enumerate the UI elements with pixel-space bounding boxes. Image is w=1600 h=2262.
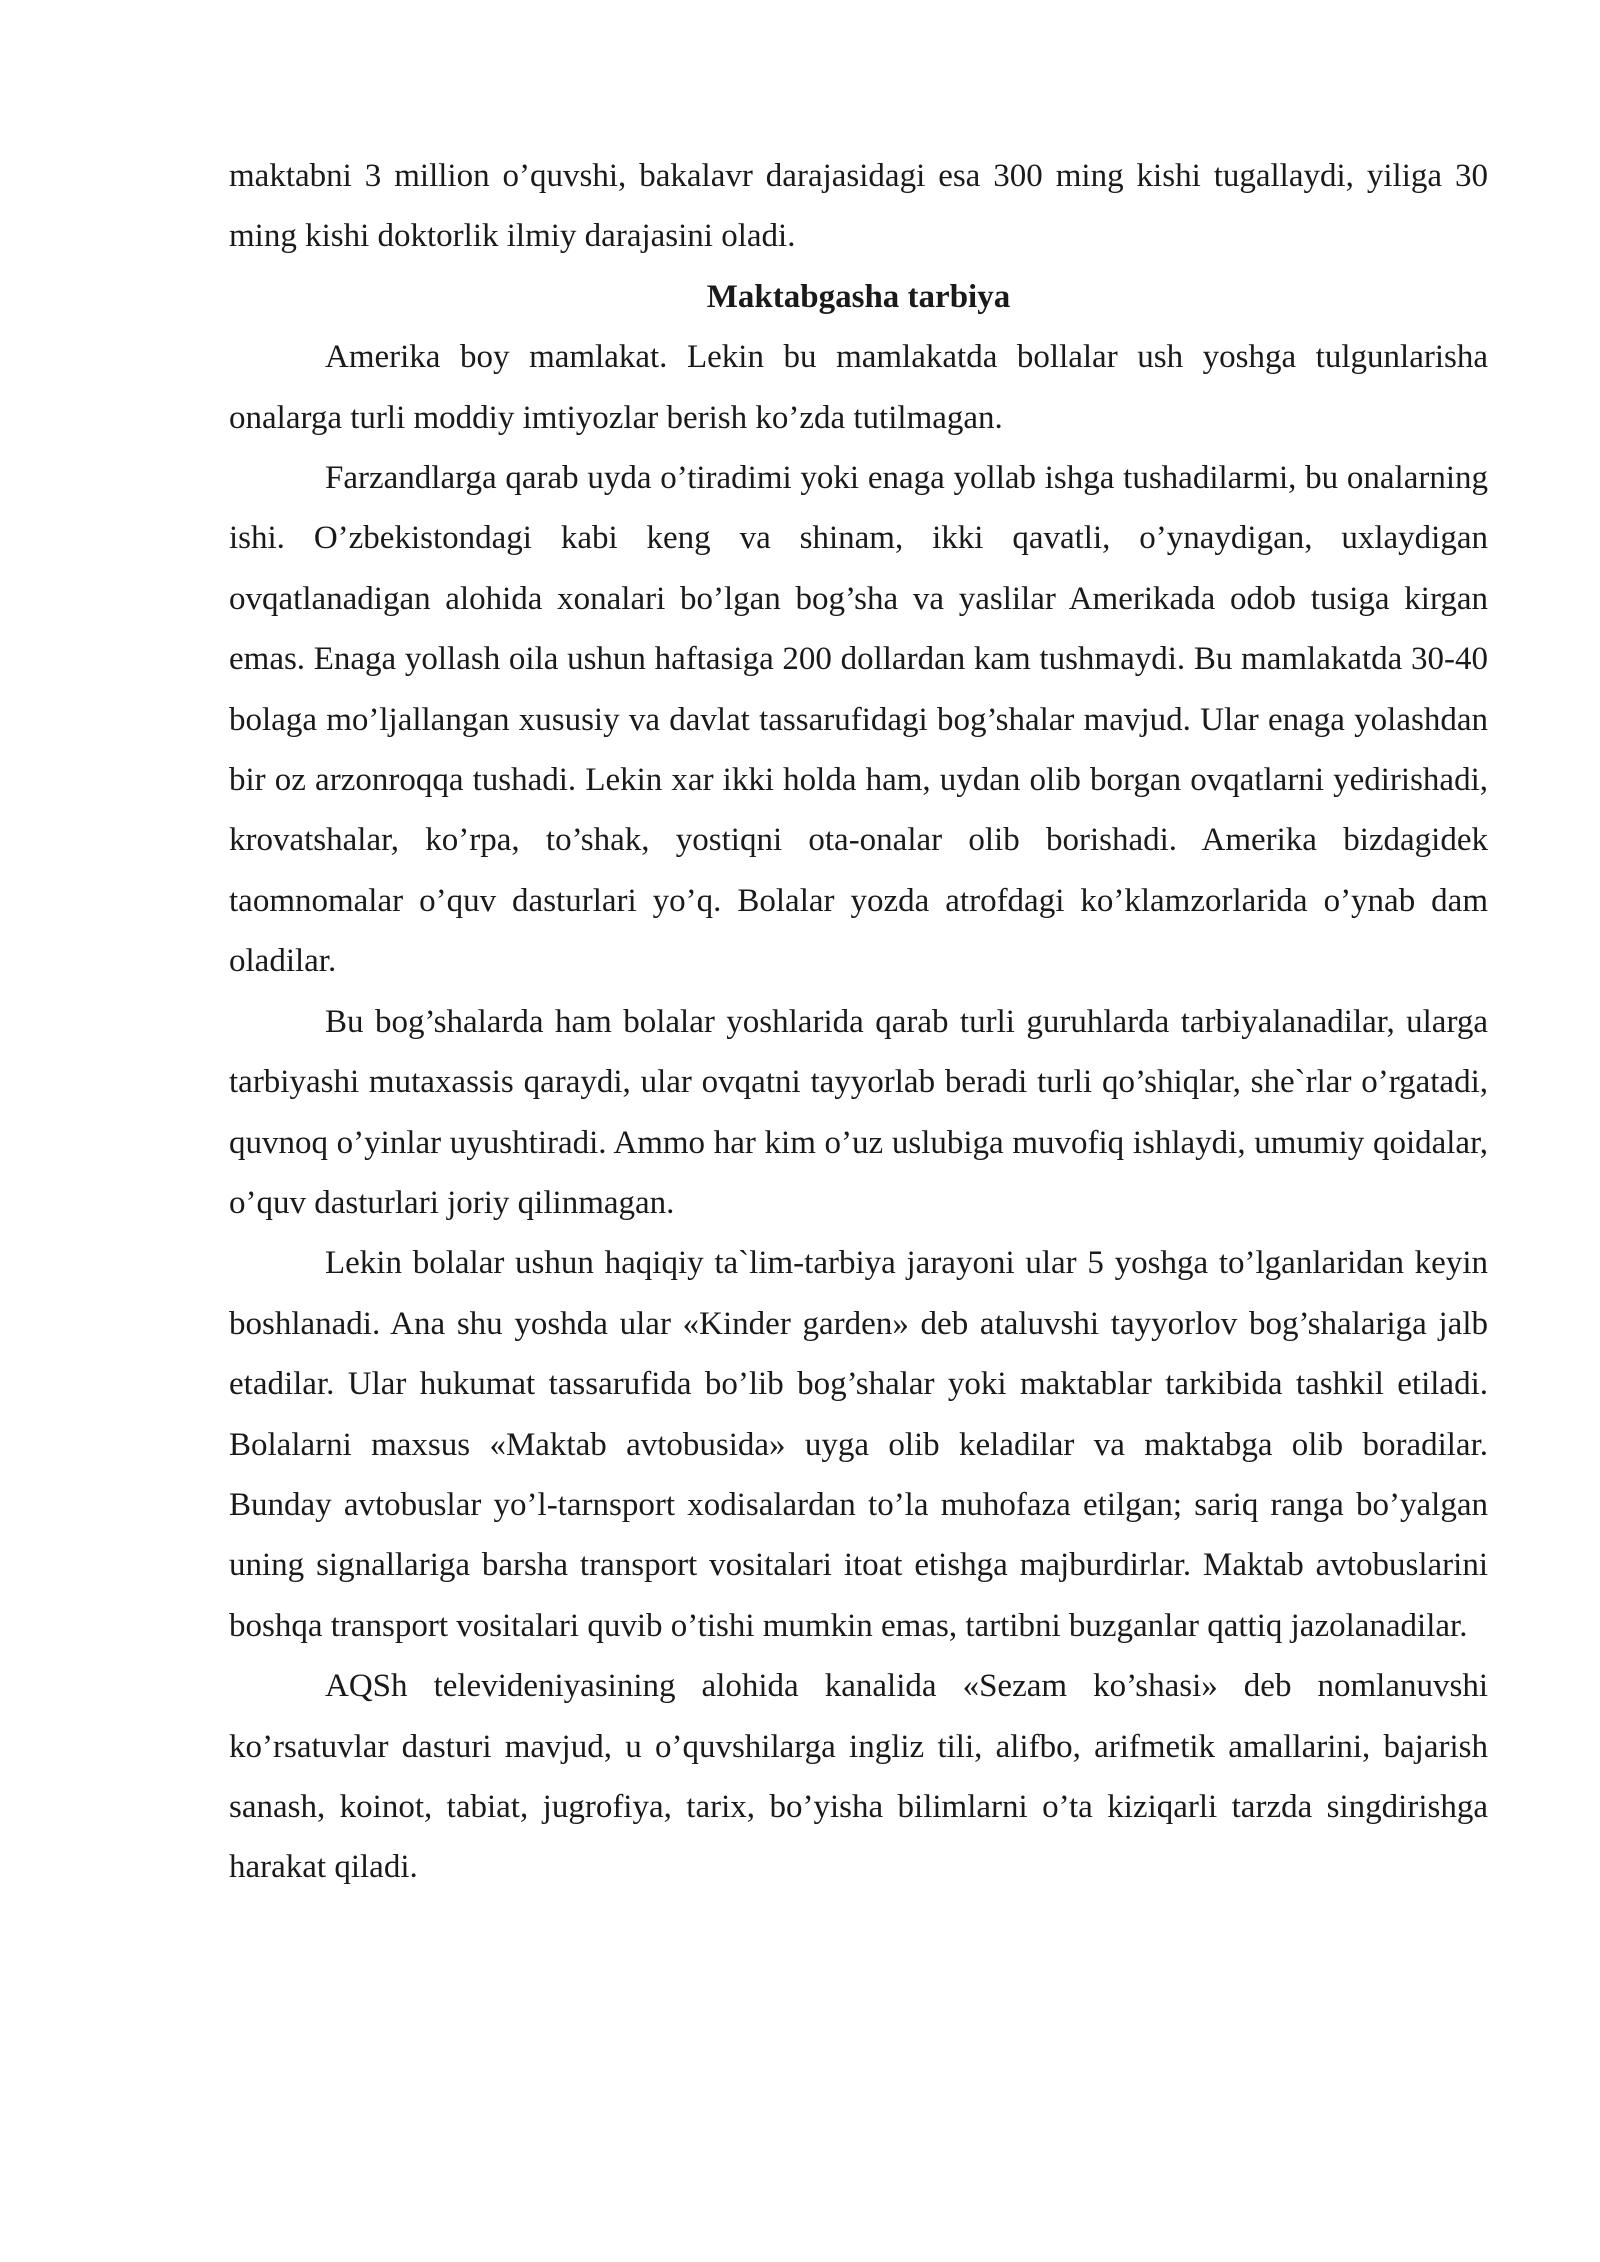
intro-paragraph: maktabni 3 million o’quvshi, bakalavr darajasidagi esa 300 ming kishi tugallaydi, yiliga 30 ming kishi doktorlik ilmiy darajasini oladi. <box>229 158 1488 255</box>
section-heading: Maktabgasha tarbiya <box>706 278 1011 315</box>
body-paragraph-3: Bu bog’shalarda ham bolalar yoshlarida qarab turli guruhlarda tarbiyalanadilar, ularga tarbiyashi mutaxassis qaraydi, ular ovqatni tayyorlab beradi turli qo’shiqlar, she`rlar o’rgatadi, quvnoq o’yinlar uyushtiradi. Ammo har kim o’uz uslubiga muvofiq ishlaydi, umumiy qoidalar, o’quv dasturlari joriy qilinmagan. <box>229 1003 1488 1221</box>
body-paragraph-5: AQSh televideniyasining alohida kanalida «Sezam ko’shasi» deb nomlanuvshi ko’rsatuvlar dasturi mavjud, u o’quvshilarga ingliz tili, alifbo, arifmetik amallarini, bajarish sanash, koinot, tabiat, jugrofiya, tarix, bo’yisha bilimlarni o’ta kiziqarli tarzda singdirishga harakat qiladi. <box>229 1668 1488 1886</box>
body-paragraph-1: Amerika boy mamlakat. Lekin bu mamlakatda bollalar ush yoshga tulgunlarisha onalarga turli moddiy imtiyozlar berish ko’zda tutilmagan. <box>229 339 1488 436</box>
document-body <box>229 146 1488 1898</box>
body-paragraph-2: Farzandlarga qarab uyda o’tiradimi yoki enaga yollab ishga tushadilarmi, bu onalarning ishi. O’zbekistondagi kabi keng va shinam, ikki qavatli, o’ynaydigan, uxlaydigan ovqatlanadigan alohida xonalari bo’lgan bog’sha va yaslilar Amerikada odob tusiga kirgan emas. Enaga yollash oila ushun haftasiga 200 dollardan kam tushmaydi. Bu mamlakatda 30-40 bolaga mo’ljallangan xususiy va davlat tassarufidagi bog’shalar mavjud. Ular enaga yolashdan bir oz arzonroqqa tushadi. Lekin xar ikki holda ham, uydan olib borgan ovqatlarni yedirishadi, krovatshalar, ko’rpa, to’shak, yostiqni ota-onalar olib borishadi. Amerika bizdagidek taomnomalar o’quv dasturlari yo’q. Bolalar yozda atrofdagi ko’klamzorlarida o’ynab dam oladilar. <box>229 460 1488 980</box>
body-paragraph-4: Lekin bolalar ushun haqiqiy ta`lim-tarbiya jarayoni ular 5 yoshga to’lganlaridan keyin boshlanadi. Ana shu yoshda ular «Kinder garden» deb ataluvshi tayyorlov bog’shalariga jalb etadilar. Ular hukumat tassarufida bo’lib bog’shalar yoki maktablar tarkibida tashkil etiladi. Bolalarni maxsus «Maktab avtobusida» uyga olib keladilar va maktabga olib boradilar. Bunday avtobuslar yo’l-tarnsport xodisalardan to’la muhofaza etilgan; sariq ranga bo’yalgan uning signallariga barsha transport vositalari itoat etishga majburdirlar. Maktab avtobuslarini boshqa transport vositalari quvib o’tishi mumkin emas, tartibni buzganlar qattiq jazolanadilar. <box>229 1245 1488 1644</box>
